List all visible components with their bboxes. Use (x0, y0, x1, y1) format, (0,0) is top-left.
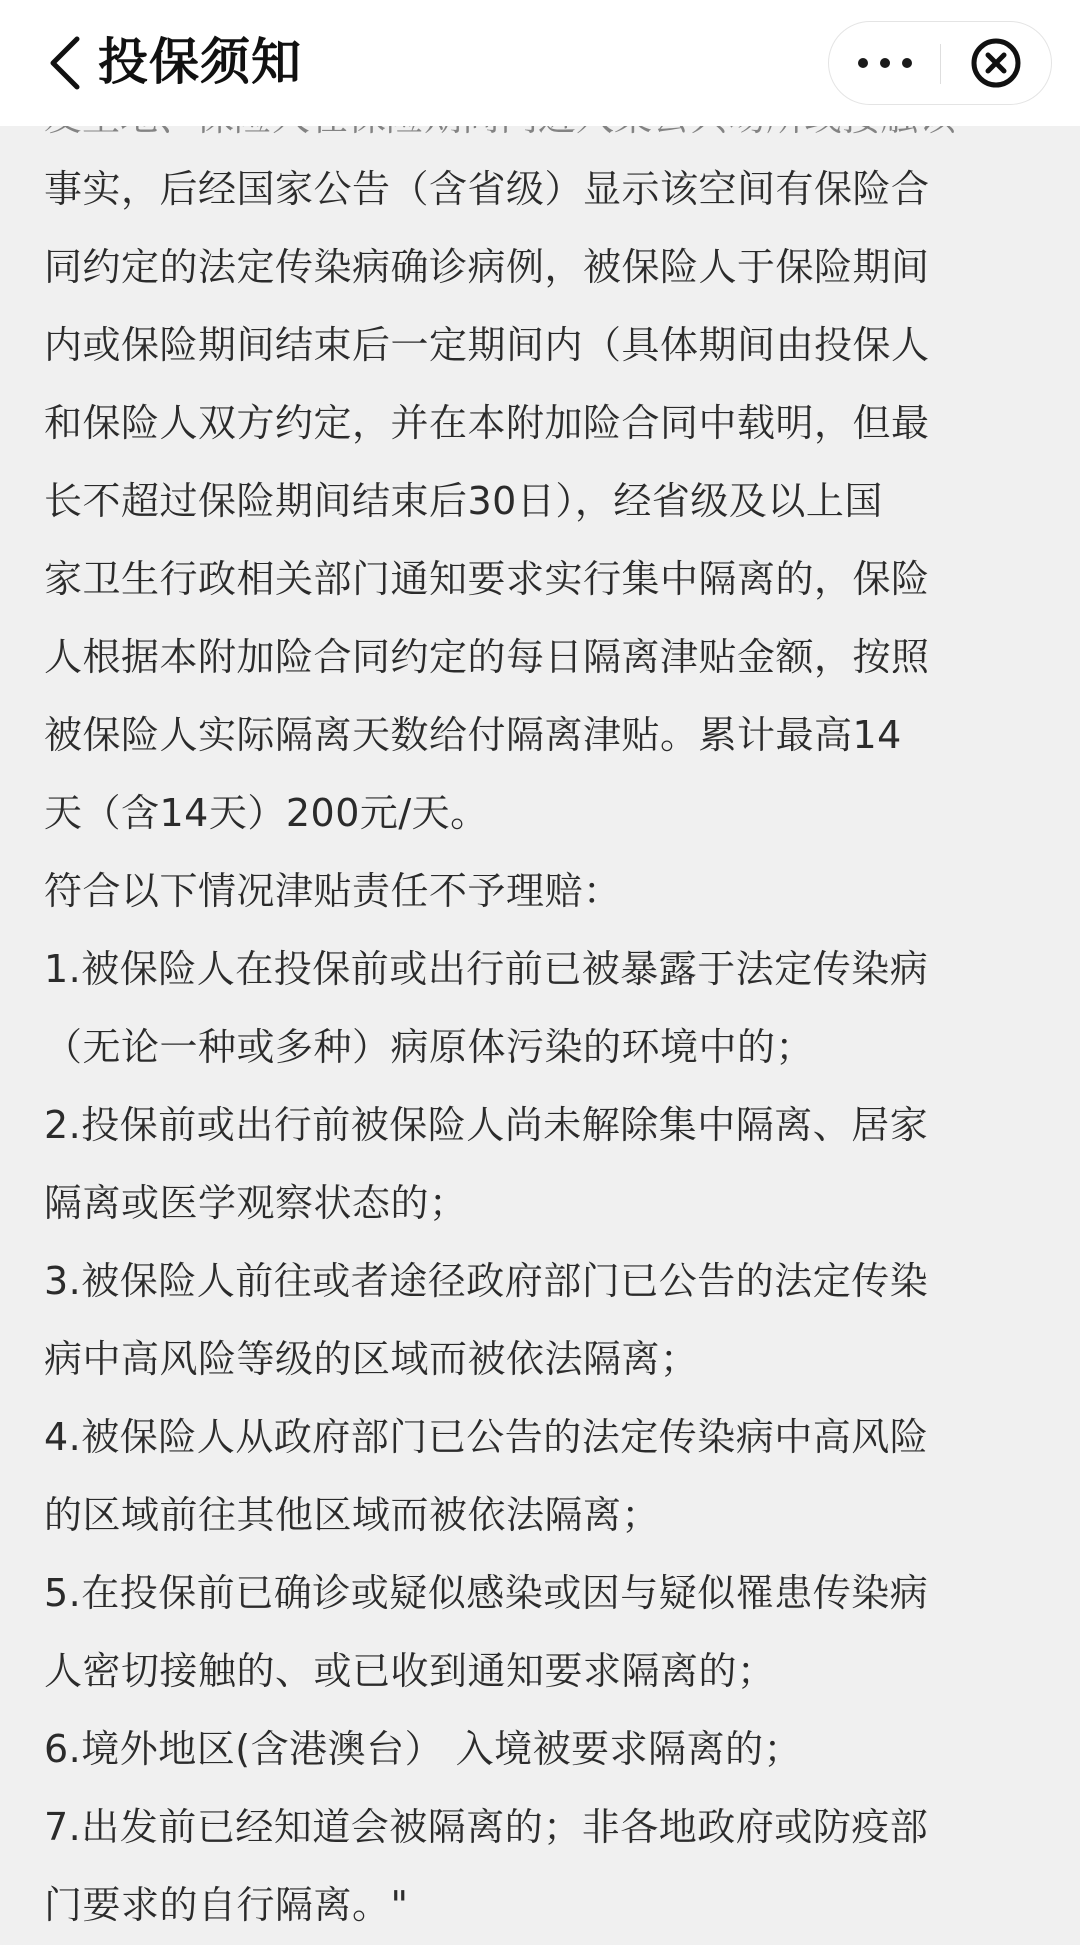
more-button[interactable] (829, 22, 941, 104)
nav-bar (0, 0, 1080, 126)
notice-text-line: 符合以下情况津贴责任不予理赔： (44, 869, 622, 913)
page-title: 投保须知 (98, 33, 302, 91)
more-dots-icon (858, 58, 868, 68)
notice-text-line: 5.在投保前已确诊或疑似感染或因与疑似罹患传染病 (44, 1571, 929, 1615)
notice-text-line: 7.出发前已经知道会被隔离的；非各地政府或防疫部 (44, 1805, 929, 1849)
notice-text-line: 事实，后经国家公告（含省级）显示该空间有保险合 (44, 167, 930, 211)
notice-text-line: 人根据本附加险合同约定的每日隔离津贴金额，按照 (44, 635, 930, 679)
close-button[interactable] (941, 22, 1051, 104)
close-circle-icon (970, 37, 1022, 89)
mini-program-capsule (828, 21, 1052, 105)
notice-text-line: 内或保险期间结束后一定期间内（具体期间由投保人 (44, 323, 930, 367)
notice-text-line: 同约定的法定传染病确诊病例，被保险人于保险期间 (44, 245, 930, 289)
notice-text-line: 2.投保前或出行前被保险人尚未解除集中隔离、居家 (44, 1103, 929, 1147)
notice-content[interactable] (44, 126, 1044, 1945)
notice-text-line: 隔离或医学观察状态的； (44, 1181, 468, 1225)
notice-text-line: 被保险人实际隔离天数给付隔离津贴。累计最高14 (44, 713, 902, 757)
back-button[interactable] (40, 28, 90, 98)
chevron-left-icon (47, 35, 83, 91)
more-dot (902, 58, 912, 68)
notice-text-line: 4.被保险人从政府部门已公告的法定传染病中高风险 (44, 1415, 929, 1459)
notice-text-line: 6.境外地区(含港澳台） 入境被要求隔离的； (44, 1727, 803, 1771)
notice-text-line: 家卫生行政相关部门通知要求实行集中隔离的，保险 (44, 557, 930, 601)
notice-text-line: （无论一种或多种）病原体污染的环境中的； (44, 1025, 815, 1069)
notice-text-line: 长不超过保险期间结束后30日），经省级及以上国 (44, 479, 883, 523)
notice-text-line: 的区域前往其他区域而被依法隔离； (44, 1493, 661, 1537)
notice-text-line: 病中高风险等级的区域而被依法隔离； (44, 1337, 699, 1381)
notice-text-line: 人密切接触的、或已收到通知要求隔离的； (44, 1649, 776, 1693)
notice-text-line: 3.被保险人前往或者途径政府部门已公告的法定传染 (44, 1259, 929, 1303)
notice-text-line: 和保险人双方约定，并在本附加险合同中载明，但最 (44, 401, 930, 445)
notice-text-line: 门要求的自行隔离。" (44, 1883, 409, 1927)
more-dot (880, 58, 890, 68)
notice-text-line: 天（含14天）200元/天。 (44, 791, 489, 835)
notice-text-line: 1.被保险人在投保前或出行前已被暴露于法定传染病 (44, 947, 929, 991)
